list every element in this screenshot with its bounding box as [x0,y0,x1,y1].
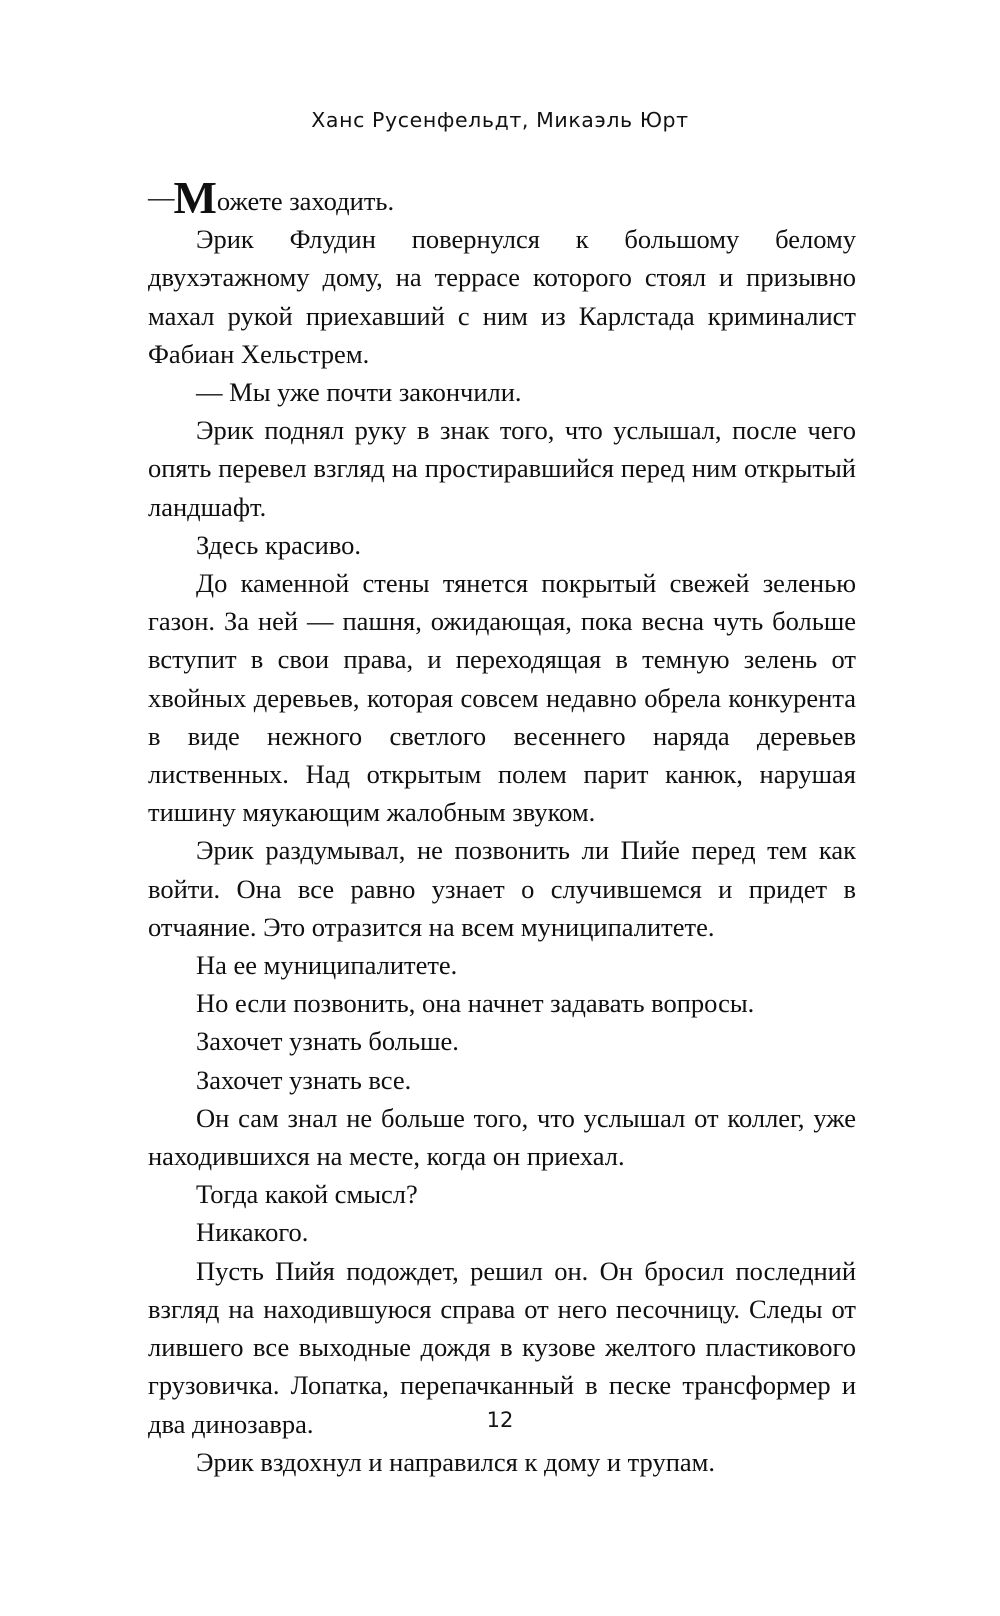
paragraph: Здесь красиво. [196,529,362,560]
drop-cap: М [173,172,217,223]
paragraph: Но если позвонить, она начнет задавать вопросы. [196,988,755,1019]
paragraph: Эрик вздохнул и направился к дому и трупам. [196,1446,716,1477]
page-number: 12 [486,1408,514,1432]
paragraph: Никакого. [196,1217,309,1248]
paragraph: Пусть Пийя подождет, решил он. Он бросил последний взгляд на находившуюся справа от него песочницу. Следы от лившего все выходные дождя в кузове желтого пластикового грузовичка. Лопатка, перепачканный в песке трансформер и два динозавра. [148,1255,856,1439]
paragraph: Эрик раздумывал, не позвонить ли Пийе перед тем как войти. Она все равно узнает о случившемся и придет в отчаяние. Это отразится на всем муниципалитете. [148,835,856,942]
opening-line-rest: ожете заходить. [216,186,395,216]
paragraph: Он сам знал не больше того, что услышал от коллег, уже находившихся на месте, когда он приехал. [148,1102,856,1172]
paragraph-opening [148,172,856,223]
paragraph: Захочет узнать все. [196,1064,412,1095]
paragraph: Эрик Флудин повернулся к большому белому двухэтажному дому, на террасе которого стоял и призывно махал рукой приехавший с ним из Карлстада криминалист Фабиан Хельстрем. [148,224,856,369]
running-head: Ханс Русенфельдт, Микаэль Юрт [311,108,689,132]
paragraph: Захочет узнать больше. [196,1026,459,1057]
paragraph: На ее муниципалитете. [196,950,458,981]
paragraph: — Мы уже почти закончили. [196,377,522,408]
body-text [148,172,856,1481]
paragraph: Тогда какой смысл? [196,1179,418,1210]
em-dash: — [148,182,174,212]
paragraph: До каменной стены тянется покрытый свежей зеленью газон. За ней — пашня, ожидающая, пока весна чуть больше вступит в свои права, и переходящая в темную зелень от хвойных деревьев, которая совсем недавно обрела конкурента в виде нежного светлого весеннего наряда деревьев лиственных. Над открытым полем парит канюк, нарушая тишину мяукающим жалобным звуком. [148,568,856,828]
paragraph: Эрик поднял руку в знак того, что услышал, после чего опять перевел взгляд на простиравшийся перед ним открытый ландшафт. [148,415,856,522]
